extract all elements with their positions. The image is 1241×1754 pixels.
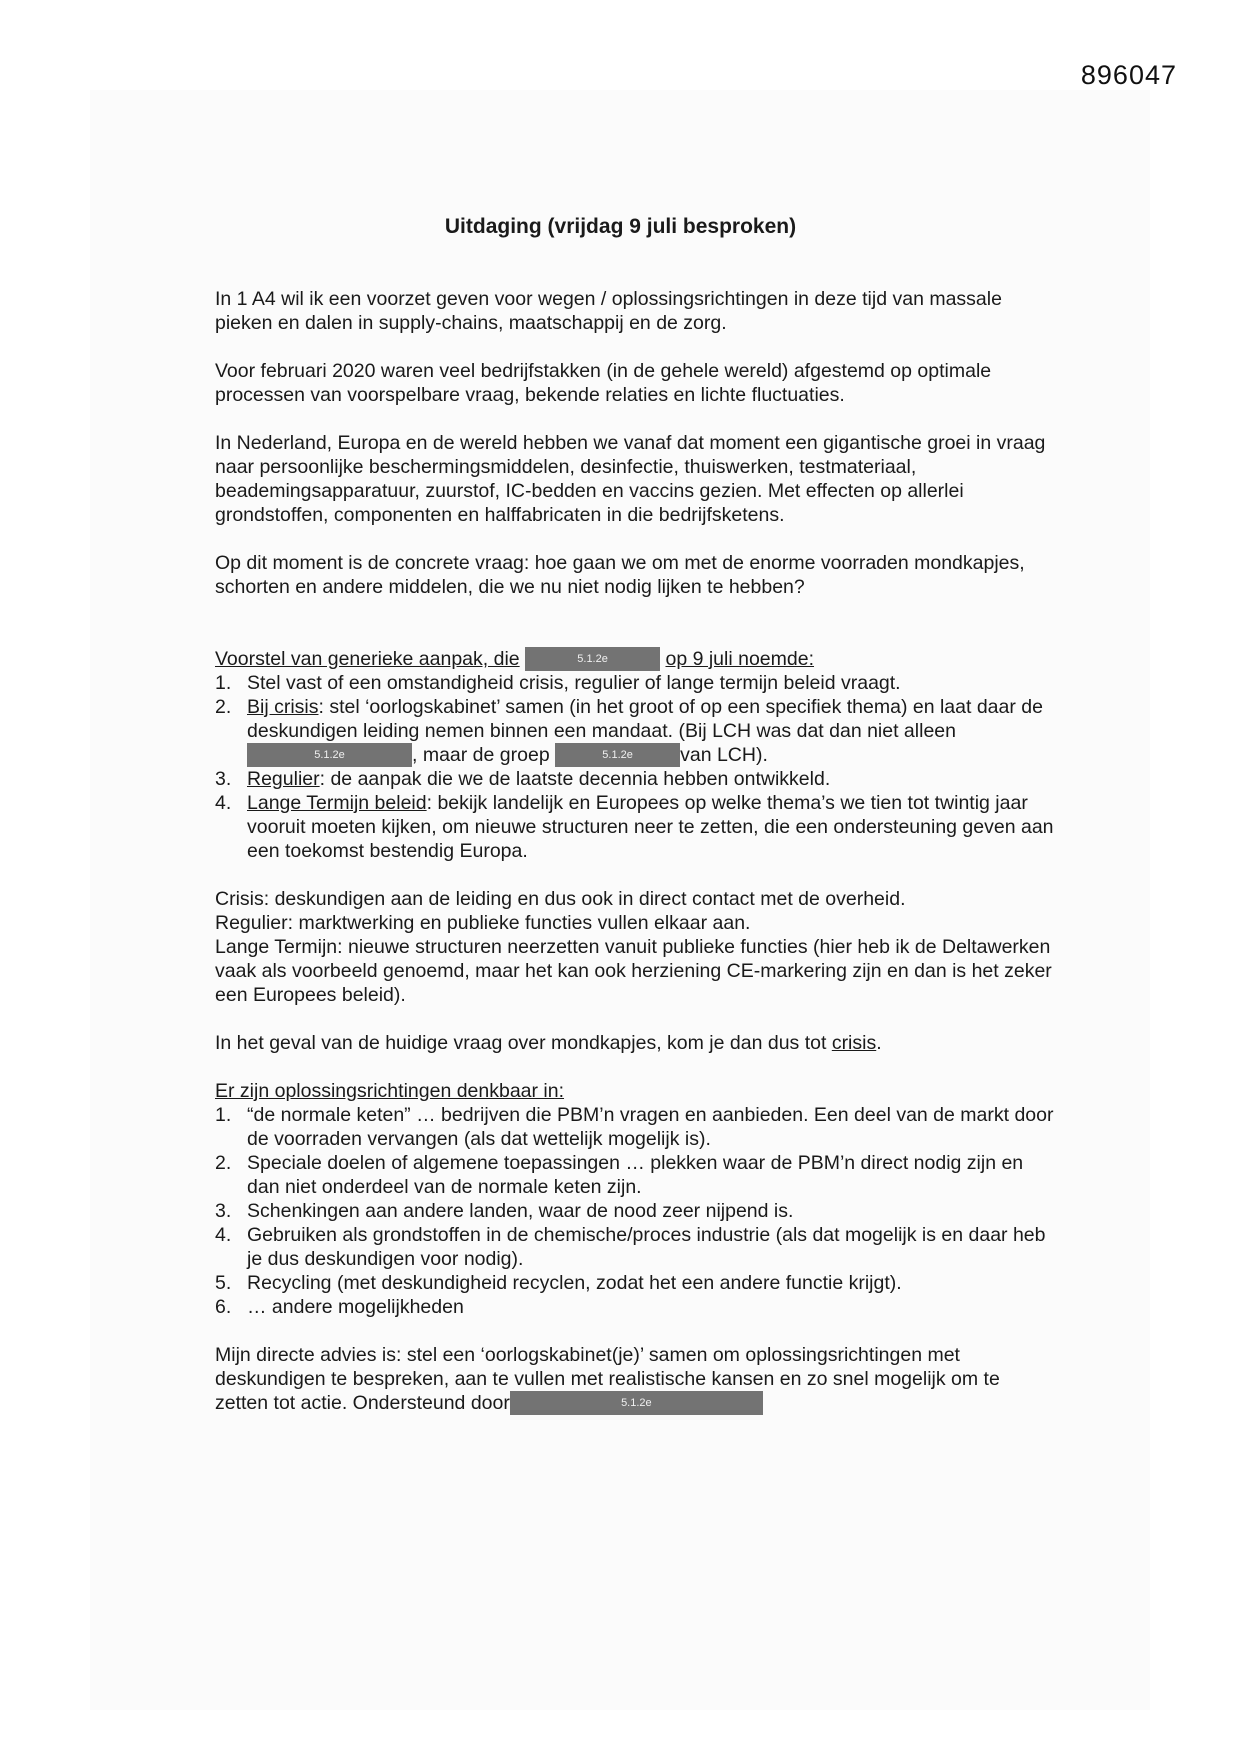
list-text: Gebruiken als grondstoffen in de chemische/proces industrie (als dat mogelijk is en daar heb je dus deskundigen voor nodig). (247, 1224, 1046, 1270)
paragraph-demand-growth: In Nederland, Europa en de wereld hebben we vanaf dat moment een gigantische groei in vraag naar persoonlijke beschermingsmiddelen, desinfectie, thuiswerken, testmateriaal, beademingsapparatuur, zuurstof, IC-bedden en vaccins gezien. Met effecten op allerlei grondstoffen, componenten en halffabricaten in die bedrijfsketens. (215, 432, 1046, 526)
solutions-list (215, 1103, 1055, 1319)
list-number: 4. (215, 792, 232, 814)
conclusion-period: . (876, 1032, 882, 1054)
list-text: Speciale doelen of algemene toepassingen … plekken waar de PBM’n direct nodig zijn en dan niet onderdeel van de normale keten zijn. (247, 1152, 1024, 1198)
redaction-box: 5.1.2e (525, 647, 660, 671)
list-label: Bij crisis (247, 696, 319, 718)
list-text: van LCH). (680, 744, 768, 766)
list-label: Lange Termijn beleid (247, 792, 427, 814)
list-text: … andere mogelijkheden (247, 1296, 464, 1318)
redaction-box: 5.1.2e (247, 743, 412, 767)
advice-paragraph (215, 1343, 1055, 1415)
conclusion-paragraph (215, 1031, 1055, 1055)
document-title: Uitdaging (vrijdag 9 juli besproken) (444, 215, 797, 238)
conclusion-crisis: crisis (831, 1032, 877, 1054)
list-item (215, 1151, 1055, 1199)
list-number: 6. (215, 1296, 232, 1318)
approach-list (215, 671, 1055, 863)
list-text: “de normale keten” … bedrijven die PBM’n vragen en aanbieden. Een deel van de markt door de voorraden vervangen (als dat wettelijk mogelijk is). (247, 1104, 1054, 1150)
list-number: 3. (215, 1200, 232, 1222)
advice-text: Mijn directe advies is: stel een ‘oorlogskabinet(je)’ samen om oplossingsrichtingen met deskundigen te bespreken, aan te vullen met realistische kansen en zo snel mogelijk om te zetten tot actie. Ondersteund door (215, 1344, 1000, 1414)
approach-heading-pre: Voorstel van generieke aanpak, die (215, 648, 520, 670)
approach-section (215, 647, 1055, 863)
list-number: 5. (215, 1272, 232, 1294)
summary-crisis: Crisis: deskundigen aan de leiding en dus ook in direct contact met de overheid. (215, 888, 906, 910)
list-item (215, 791, 1055, 863)
list-number: 1. (215, 1104, 232, 1126)
list-number: 2. (215, 1152, 232, 1174)
list-item (215, 1295, 1055, 1319)
list-text: : de aanpak die we de laatste decennia hebben ontwikkeld. (319, 768, 831, 790)
list-item (215, 671, 1055, 695)
solutions-heading: Er zijn oplossingsrichtingen denkbaar in: (215, 1080, 565, 1102)
list-item (215, 1199, 1055, 1223)
list-label: Regulier (247, 768, 320, 790)
redaction-box: 5.1.2e (555, 743, 680, 767)
list-item (215, 1103, 1055, 1151)
summary-regulier: Regulier: marktwerking en publieke functies vullen elkaar aan. (215, 912, 751, 934)
document-number: 896047 (1080, 60, 1177, 90)
paragraph-question: Op dit moment is de concrete vraag: hoe gaan we om met de enorme voorraden mondkapjes, schorten en andere middelen, die we nu niet nodig lijken te hebben? (215, 552, 1025, 598)
list-number: 2. (215, 696, 232, 718)
list-text: Stel vast of een omstandigheid crisis, regulier of lange termijn beleid vraagt. (247, 672, 901, 694)
list-text: : bekijk landelijk en Europees op welke thema’s we tien tot twintig jaar vooruit moeten kijken, om nieuwe structuren neer te zetten, die een ondersteuning geven aan een toekomst bestendig Europa. (247, 792, 1054, 862)
redaction-box: 5.1.2e (510, 1391, 763, 1415)
solutions-section (215, 1079, 1055, 1319)
list-number: 3. (215, 768, 232, 790)
list-text: , maar de groep (412, 744, 550, 766)
approach-heading-post: op 9 juli noemde: (665, 648, 815, 670)
list-item (215, 1271, 1055, 1295)
list-text: Schenkingen aan andere landen, waar de nood zeer nijpend is. (247, 1200, 794, 1222)
list-text: : stel ‘oorlogskabinet’ samen (in het groot of op een specifiek thema) en laat daar de deskundigen leiding nemen binnen een mandaat. (Bij LCH was dat dan niet alleen (247, 696, 1043, 742)
conclusion-text: In het geval van de huidige vraag over mondkapjes, kom je dan dus tot (215, 1032, 827, 1054)
document-body (215, 287, 1055, 1439)
list-item (215, 1223, 1055, 1271)
list-item (215, 695, 1055, 767)
paragraph-before-2020: Voor februari 2020 waren veel bedrijfstakken (in de gehele wereld) afgestemd op optimale processen van voorspelbare vraag, bekende relaties en lichte fluctuaties. (215, 360, 992, 406)
list-text: Recycling (met deskundigheid recyclen, zodat het een andere functie krijgt). (247, 1272, 902, 1294)
list-number: 1. (215, 672, 232, 694)
summary-block (215, 887, 1055, 1007)
list-item (215, 767, 1055, 791)
approach-heading (215, 647, 1055, 671)
list-number: 4. (215, 1224, 232, 1246)
paragraph-intro: In 1 A4 wil ik een voorzet geven voor wegen / oplossingsrichtingen in deze tijd van massale pieken en dalen in supply-chains, maatschappij en de zorg. (215, 288, 1002, 334)
summary-lange-termijn: Lange Termijn: nieuwe structuren neerzetten vanuit publieke functies (hier heb ik de Deltawerken vaak als voorbeeld genoemd, maar het kan ook herziening CE-markering zijn en dan is het zeker een Europees beleid). (215, 936, 1052, 1006)
